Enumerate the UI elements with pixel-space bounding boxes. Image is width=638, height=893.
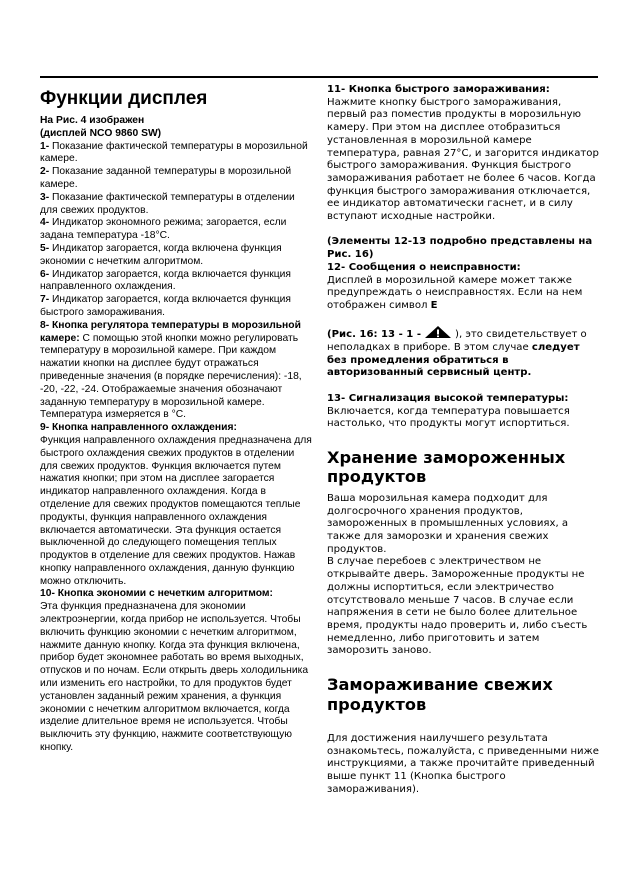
item-11-heading: 11- Кнопка быстрого замораживания: <box>327 84 550 95</box>
note-items-12-13: (Элементы 12-13 подробно представлены на Рис. 16) <box>327 236 593 261</box>
item-2: 2- Показание заданной температуры в морозильной камере. <box>40 166 292 190</box>
item-7: 7- Индикатор загорается, когда включается функция быстрого замораживания. <box>40 294 292 318</box>
spacer <box>327 313 599 326</box>
item-1: 1- Показание фактической температуры в морозильной камере. <box>40 140 308 165</box>
item-9-body: Функция направленного охлаждения предназначена для быстрого охлаждения свежих продуктов в отделении для свежих продуктов. Функция включается путем нажатия кнопки; при этом на дисплее загорается индикатор направленного охлаждения. Когда в отделение для свежих продуктов помещаются теплые продукты, функция направленного охлаждения включается автоматически. Эта функция остается выключенной до следующего помещения теплых продуктов в отделение для свежих продуктов. Нажав кнопку направленного охлаждения, данную функцию можно отключить. <box>40 434 312 587</box>
spacer <box>327 658 599 675</box>
display-functions-title: Функции дисплея <box>40 88 208 109</box>
fig16-reference: (Рис. 16: 13 - 1 - ), это свидетельствует о неполадках в приборе. В этом случае следует без промедления обратиться в авторизованный сервисный центр. <box>327 325 599 380</box>
item-6: 6- Индикатор загорается, когда включается функция направленного охлаждения. <box>40 268 292 293</box>
spacer <box>327 714 599 733</box>
frozen-storage-title: Хранение замороженных продуктов <box>327 447 566 487</box>
item-5: 5- Индикатор загорается, когда включена функция экономии с нечетким алгоритмом. <box>40 242 282 267</box>
item-10-heading: 10- Кнопка экономии с нечетким алгоритмом: <box>40 588 273 600</box>
item-11-body: Нажмите кнопку быстрого замораживания, первый раз поместив продукты в морозильную камеру. При этом на дисплее отобразиться установленная в морозильной камере температура, равная 27°C, и загорится индикатор быстрого замораживания. Функция быстрого замораживания работает не более 6 часов. Когда функция быстрого замораживания отключается, ее индикатор автоматически гаснет, и в силу вступают исходные настройки. <box>327 96 599 223</box>
item-13-body: Включается, когда температура повышается настолько, что продукты могут испортиться. <box>327 405 570 430</box>
spacer <box>327 224 599 237</box>
freezing-fresh-paragraph: Для достижения наилучшего результата ознакомьтесь, пожалуйста, с приведенными ниже инструкциями, а также прочитайте приведенный выше пункт 11 (Кнопка быстрого замораживания). <box>327 733 599 795</box>
error-symbol: E <box>430 299 438 311</box>
spacer <box>327 431 599 448</box>
top-rule <box>40 76 598 78</box>
warning-triangle-icon <box>423 325 453 339</box>
frozen-storage-paragraph-2: В случае перебоев с электричеством не открывайте дверь. Замороженные продукты не должны испортиться, если электричество отсутствовало меньше 7 часов. В случае если напряжения в сети не было более длительное время, продукты надо проверить и, либо съесть немедленно, либо приготовить и затем заморозить заново. <box>327 556 588 657</box>
frozen-storage-paragraph-1: Ваша морозильная камера подходит для долгосрочного хранения продуктов, замороженных в промышленных условиях, а также для заморозки и хранения свежих продуктов. <box>327 492 569 555</box>
item-4: 4- Индикатор экономного режима; загорается, если задана температура -18°C. <box>40 217 287 242</box>
freezing-fresh-title: Замораживание свежих продуктов <box>327 675 553 714</box>
item-12-heading: 12- Сообщения о неисправности: <box>327 261 521 273</box>
item-12-body: Дисплей в морозильной камере может также предупреждать о неисправностях. Если на нем отображен символ E <box>327 274 583 311</box>
item-3: 3- Показание фактической температуры в отделении для свежих продуктов. <box>40 191 295 216</box>
right-column <box>327 84 599 797</box>
item-8: 8- Кнопка регулятора температуры в морозильной камере: С помощью этой кнопки можно регулировать температуру в морозильной камере. При каждом нажатии кнопки на дисплее будут отражаться приведенные значения (в порядке перечисления): -18, -20, -22, -24. Отображаемые значения обозначают заданную температуру в морозильной камере. Температура измеряется в °C. <box>40 319 302 421</box>
item-13-heading: 13- Сигнализация высокой температуры: <box>327 392 569 404</box>
left-column <box>40 84 312 755</box>
item-10-body: Эта функция предназначена для экономии электроэнергии, когда прибор не используется. Чтобы включить функцию экономии с нечетким алгоритмом, нажмите данную кнопку. Когда эта функция включена, прибор будет экономнее работать во время выходных, отпусков и по ночам. Если открыть дверь холодильника или изменить его настройки, то для продуктов будет установлен заданный режим хранения, а функция экономии с нечетким алгоритмом включается, когда изделие длительное время не используется. Чтобы выключить эту функцию, нажмите соответствующую кнопку. <box>40 601 309 754</box>
intro-line-1: На Рис. 4 изображен <box>40 115 145 126</box>
spacer <box>327 380 599 393</box>
intro-line-2: (дисплей NCO 9860 SW) <box>40 127 162 139</box>
item-9-heading: 9- Кнопка направленного охлаждения: <box>40 422 237 434</box>
